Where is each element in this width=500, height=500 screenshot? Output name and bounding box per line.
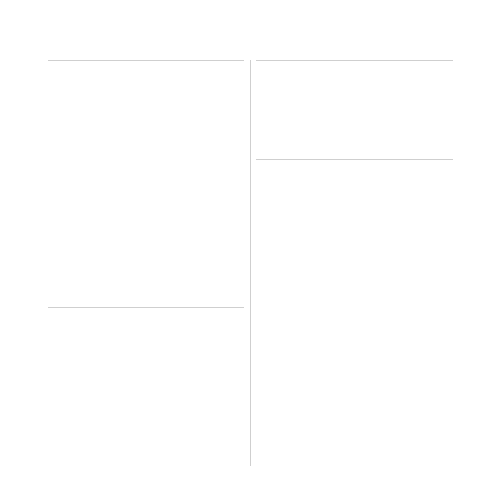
left-top-rule [48, 60, 244, 61]
column-divider [250, 60, 251, 466]
sandwiches-rule [48, 307, 244, 308]
right-top-rule [256, 60, 453, 61]
chicken-rule [256, 159, 453, 160]
